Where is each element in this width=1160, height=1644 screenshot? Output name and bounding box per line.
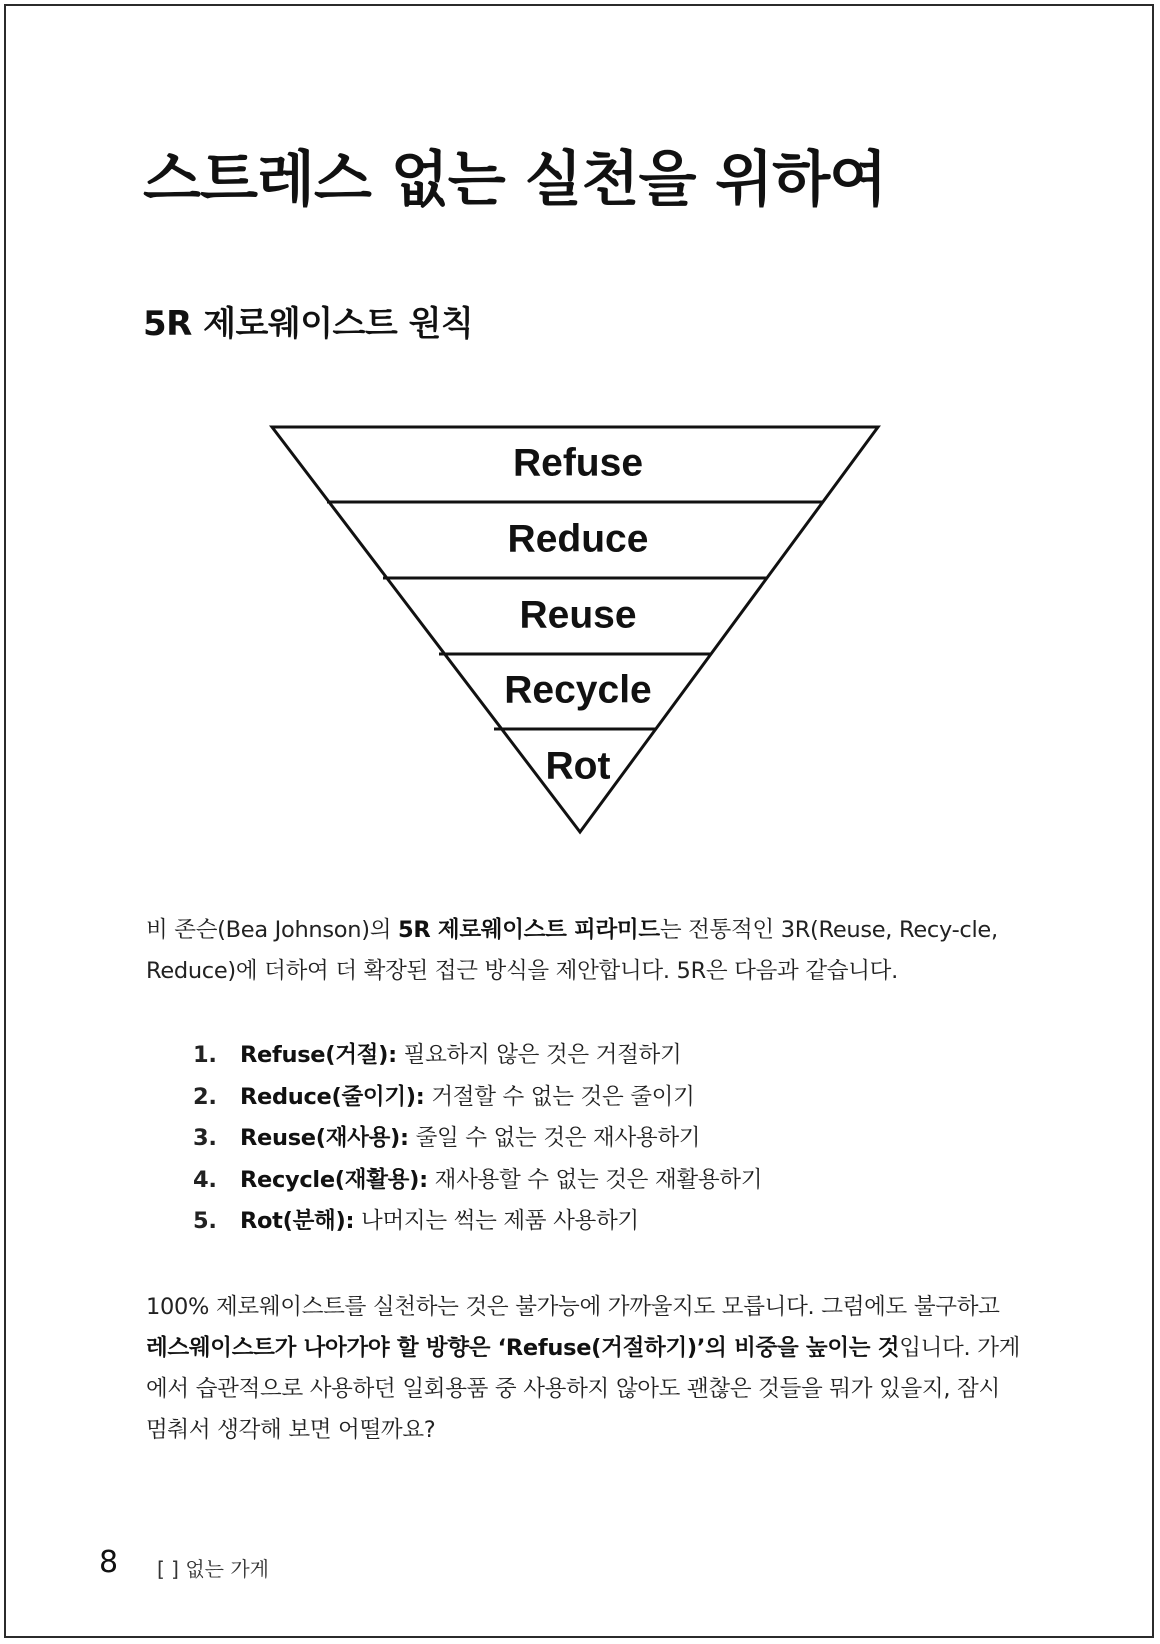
list-item [193,1077,762,1119]
list-item-term: Rot(분해): [240,1208,355,1234]
list-item-desc: 줄일 수 없는 것은 재사용하기 [408,1125,701,1151]
pyramid-level-rot: Rot [545,744,611,788]
paragraph-text: 입니다. 가게에서 습관적으로 사용하던 일회용품 중 사용하지 않아도 괜찮은 것들을 뭐가 있을지, 잠시 멈춰서 생각해 보면 어떨까요? [146,1335,1021,1443]
page-title: 스트레스 없는 실천을 위하여 [143,145,887,215]
list-item-desc: 거절할 수 없는 것은 줄이기 [424,1083,695,1110]
list-item [193,1035,762,1077]
list-item-number: 2. [193,1083,217,1110]
pyramid-level-recycle: Recycle [504,668,652,712]
list-item-desc: 나머지는 썩는 제품 사용하기 [354,1208,639,1234]
list-item [193,1118,762,1160]
list-item-desc: 재사용할 수 없는 것은 재활용하기 [427,1166,763,1193]
list-item-term: Refuse(거절): [240,1042,397,1068]
paragraph-text: 는 전통적인 3R(Reuse, Recy-cle, Reduce)에 더하여 더 확장된 접근 방식을 제안합니다. 5R은 다음과 같습니다. [146,917,998,984]
list-item [193,1201,762,1243]
page-number: 8 [99,1545,119,1580]
pyramid-level-reuse: Reuse [519,593,637,637]
paragraph-bold-text: 5R 제로웨이스트 피라미드 [398,917,660,943]
list-item-desc: 필요하지 않은 것은 거절하기 [396,1042,682,1068]
section-subtitle: 5R 제로웨이스트 원칙 [143,304,474,344]
closing-paragraph [146,1287,1026,1451]
list-item-number: 3. [193,1125,217,1151]
pyramid-level-refuse: Refuse [512,441,644,485]
intro-paragraph [146,910,1026,992]
paragraph-text: 비 존슨(Bea Johnson)의 [146,917,398,943]
list-item-term: Reduce(줄이기): [240,1083,425,1110]
paragraph-bold-text: 레스웨이스트가 나아가야 할 방향은 ‘Refuse(거절하기)’의 비중을 높이는 것 [146,1335,900,1361]
list-item-number: 5. [193,1208,217,1234]
list-item-term: Reuse(재사용): [240,1125,409,1151]
paragraph-text: 100% 제로웨이스트를 실천하는 것은 불가능에 가까울지도 모릅니다. 그럼에도 불구하고 [146,1294,1000,1320]
list-item-term: Recycle(재활용): [240,1166,428,1193]
list-item-number: 4. [193,1166,217,1193]
principles-list [193,1035,762,1243]
list-item [193,1160,762,1202]
pyramid-level-reduce: Reduce [507,517,649,561]
list-item-number: 1. [193,1042,217,1068]
running-footer-title: [ ] 없는 가게 [157,1557,269,1581]
